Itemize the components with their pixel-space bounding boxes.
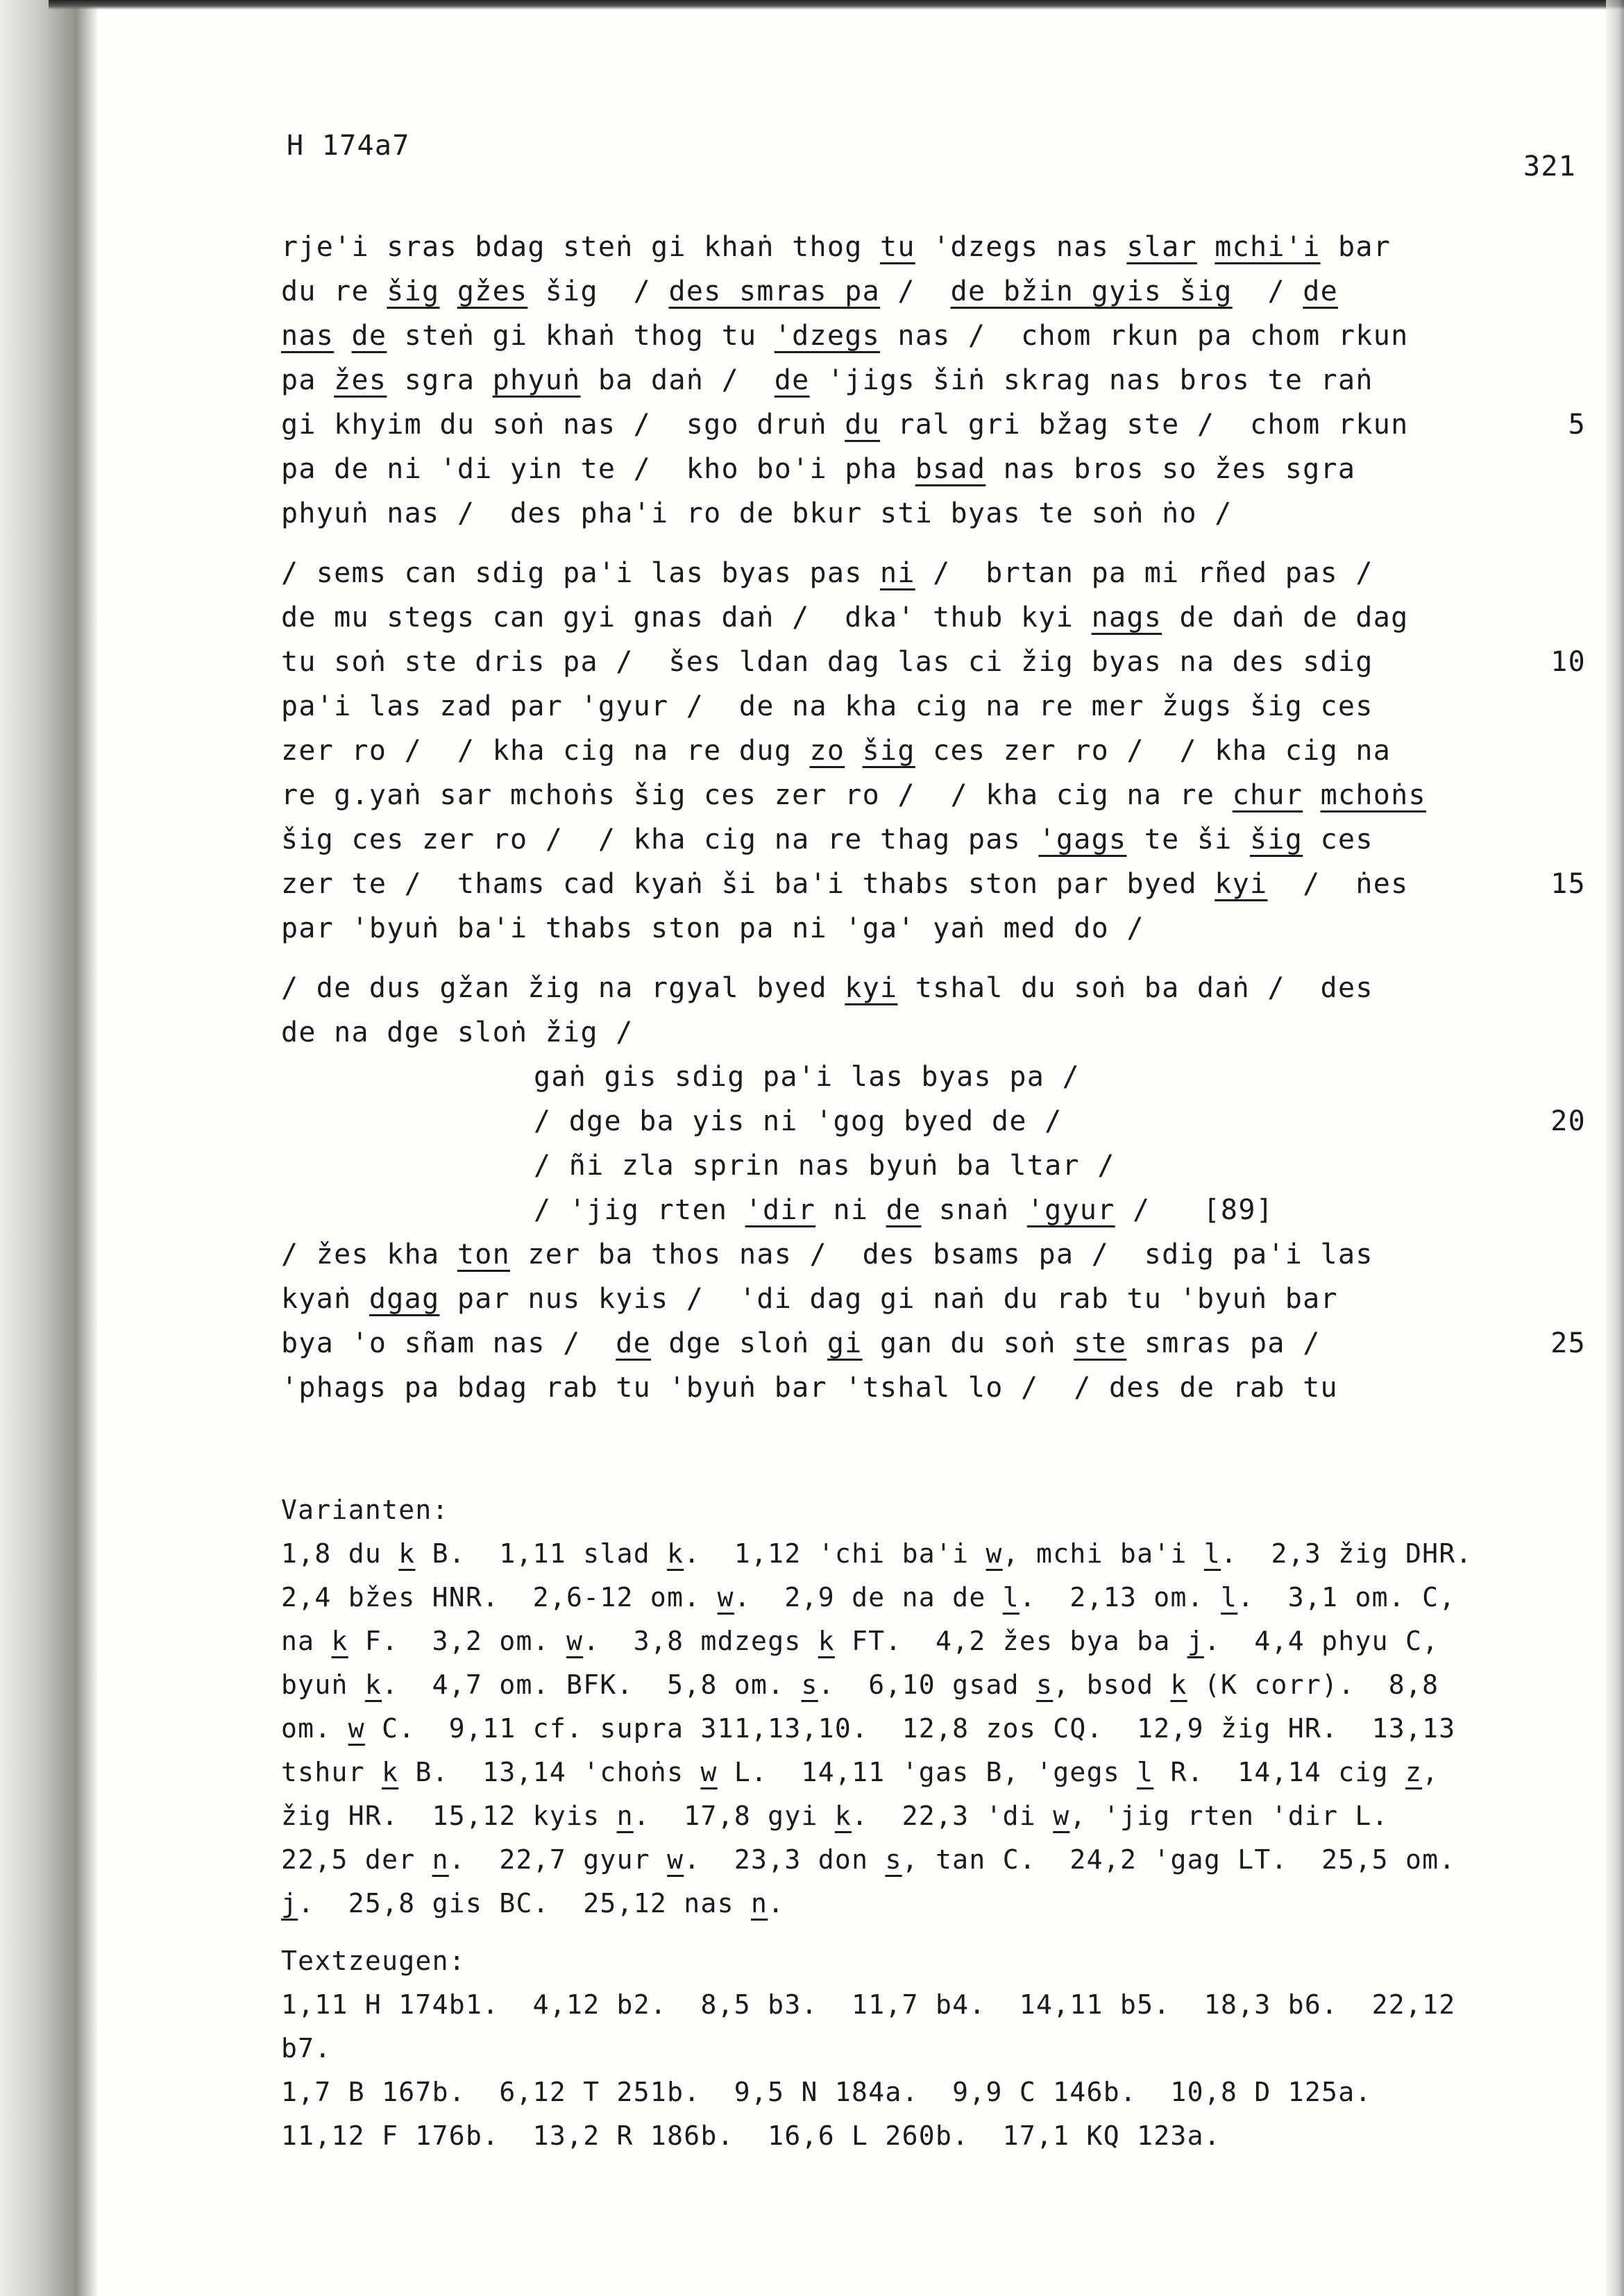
text-line: / dge ba yis ni 'gog byed de / xyxy=(534,1105,1063,1137)
text-line: pa žes sgra phyuṅ ba daṅ / de 'jigs šiṅ skrag nas bros te raṅ xyxy=(281,364,1373,396)
varianten-line: 1,8 du k B. 1,11 slad k. 1,12 'chi ba'i w, mchi ba'i l. 2,3 žig DHR. xyxy=(281,1538,1473,1569)
text-line: zer ro / / kha cig na re dug zo šig ces zer ro / / kha cig na xyxy=(281,735,1392,767)
varianten-line: 2,4 bžes HNR. 2,6-12 om. w. 2,9 de na de l. 2,13 om. l. 3,1 om. C, xyxy=(281,1582,1456,1613)
scan-edge-right xyxy=(1606,0,1624,2296)
running-header: H 174a7 xyxy=(287,130,410,162)
text-line: pa de ni 'di yin te / kho bo'i pha bsad nas bros so žes sgra xyxy=(281,453,1356,485)
varianten-line: tshur k B. 13,14 'choṅs w L. 14,11 'gas B, 'gegs l R. 14,14 cig z, xyxy=(281,1757,1439,1787)
varianten-list xyxy=(281,1532,1586,1925)
text-line: de na dge sloṅ žig / xyxy=(281,1017,634,1048)
text-line: phyuṅ nas / des pha'i ro de bkur sti byas te soṅ ṅo / xyxy=(281,498,1233,529)
edited-text xyxy=(281,225,1586,1410)
textzeugen-line: 1,7 B 167b. 6,12 T 251b. 9,5 N 184a. 9,9 C 146b. 10,8 D 125a. xyxy=(281,2077,1372,2107)
text-line: / žes kha ton zer ba thos nas / des bsams pa / sdig pa'i las xyxy=(281,1239,1373,1270)
text-line: kyaṅ dgag par nus kyis / 'di dag gi naṅ du rab tu 'byuṅ bar xyxy=(281,1283,1338,1315)
critical-apparatus xyxy=(281,1488,1586,2158)
text-line: rje'i sras bdag steṅ gi khaṅ thog tu 'dzegs nas slar mchi'i bar xyxy=(281,231,1392,263)
text-line: zer te / thams cad kyaṅ ši ba'i thabs ston par byed kyi / ṅes xyxy=(281,868,1409,900)
text-line: gaṅ gis sdig pa'i las byas pa / xyxy=(534,1061,1080,1093)
textzeugen-line: 1,11 H 174b1. 4,12 b2. 8,5 b3. 11,7 b4. 14,11 b5. 18,3 b6. 22,12 xyxy=(281,1989,1456,2020)
text-line: tu soṅ ste dris pa / šes ldan dag las ci žig byas na des sdig xyxy=(281,646,1373,678)
line-number: 10 xyxy=(1550,646,1586,678)
textzeugen-line: 11,12 F 176b. 13,2 R 186b. 16,6 L 260b. 17,1 KQ 123a. xyxy=(281,2120,1221,2151)
varianten-heading: Varianten: xyxy=(281,1495,449,1525)
varianten-line: om. w C. 9,11 cf. supra 311,13,10. 12,8 zos CQ. 12,9 žig HR. 13,13 xyxy=(281,1713,1456,1744)
text-line: re g.yaṅ sar mchoṅs šig ces zer ro / / kha cig na re chur mchoṅs xyxy=(281,779,1426,811)
text-line: de mu stegs can gyi gnas daṅ / dka' thub kyi nags de daṅ de dag xyxy=(281,602,1409,633)
text-line: 'phags pa bdag rab tu 'byuṅ bar 'tshal lo / / des de rab tu xyxy=(281,1372,1338,1404)
textzeugen-list xyxy=(281,1983,1586,2158)
varianten-line: na k F. 3,2 om. w. 3,8 mdzegs k FT. 4,2 žes bya ba j. 4,4 phyu C, xyxy=(281,1626,1439,1656)
text-line: bya 'o sñam nas / de dge sloṅ gi gan du soṅ ste smras pa / xyxy=(281,1327,1321,1359)
text-line: / de dus gžan žig na rgyal byed kyi tshal du soṅ ba daṅ / des xyxy=(281,972,1373,1004)
textzeugen-heading: Textzeugen: xyxy=(281,1946,466,1976)
text-line: pa'i las zad par 'gyur / de na kha cig na re mer žugs šig ces xyxy=(281,690,1373,722)
line-number: 15 xyxy=(1550,868,1586,900)
varianten-line: byuṅ k. 4,7 om. BFK. 5,8 om. s. 6,10 gsad s, bsod k (K corr). 8,8 xyxy=(281,1669,1439,1700)
text-line: du re šig gžes šig / des smras pa / de bžin gyis šig / de xyxy=(281,275,1338,307)
text-line: par 'byuṅ ba'i thabs ston pa ni 'ga' yaṅ med do / xyxy=(281,912,1144,944)
text-line: šig ces zer ro / / kha cig na re thag pas 'gags te ši šig ces xyxy=(281,824,1373,856)
scan-edge-left xyxy=(0,0,97,2296)
varianten-line: žig HR. 15,12 kyis n. 17,8 gyi k. 22,3 'di w, 'jig rten 'dir L. xyxy=(281,1801,1389,1831)
text-line: gi khyim du soṅ nas / sgo druṅ du ral gri bžag ste / chom rkun xyxy=(281,409,1409,441)
line-number: 20 xyxy=(1550,1105,1586,1137)
document-page xyxy=(281,0,1586,2296)
varianten-line: 22,5 der n. 22,7 gyur w. 23,3 don s, tan C. 24,2 'gag LT. 25,5 om. xyxy=(281,1844,1456,1875)
textzeugen-line: b7. xyxy=(281,2033,332,2064)
line-number: 25 xyxy=(1550,1327,1586,1359)
varianten-line: j. 25,8 gis BC. 25,12 nas n. xyxy=(281,1888,785,1919)
text-line: nas de steṅ gi khaṅ thog tu 'dzegs nas / chom rkun pa chom rkun xyxy=(281,320,1409,352)
line-number: 5 xyxy=(1568,409,1586,441)
text-line: / 'jig rten 'dir ni de snaṅ 'gyur / [89] xyxy=(534,1194,1274,1226)
text-line: / sems can sdig pa'i las byas pas ni / brtan pa mi rñed pas / xyxy=(281,557,1373,589)
text-line: / ñi zla sprin nas byuṅ ba ltar / xyxy=(534,1150,1115,1182)
page-number: 321 xyxy=(1523,151,1577,182)
